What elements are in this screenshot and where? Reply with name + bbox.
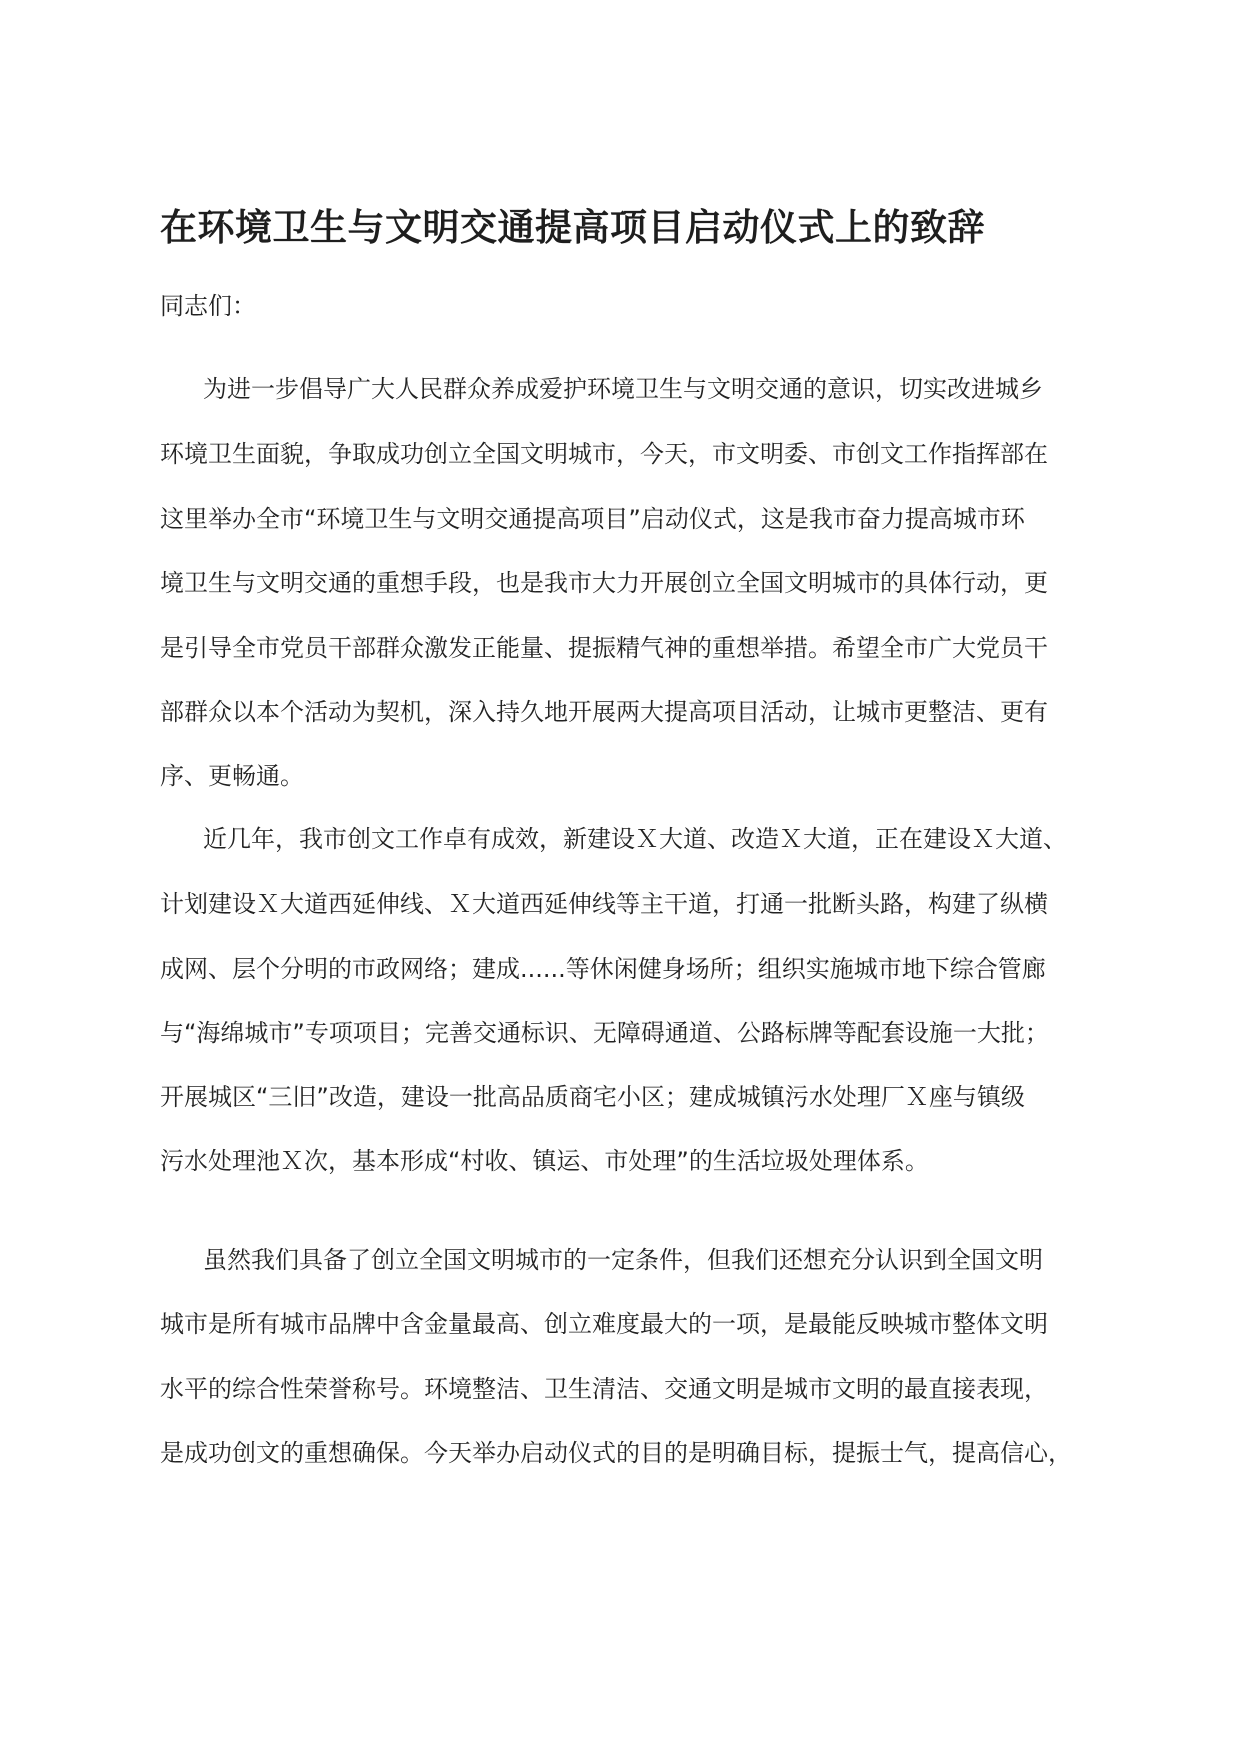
paragraph-3-line: 水平的综合性荣誉称号。环境整洁、卫生清洁、交通文明是城市文明的最直接表现， [160, 1375, 1048, 1403]
paragraph-1-line: 境卫生与文明交通的重想手段，也是我市大力开展创立全国文明城市的具体行动，更 [160, 569, 1048, 597]
paragraph-2-line: 与“海绵城市”专项项目；完善交通标识、无障碍通道、公路标牌等配套设施一大批； [160, 1019, 1049, 1047]
paragraph-1-line: 是引导全市党员干部群众激发正能量、提振精气神的重想举措。希望全市广大党员干 [160, 634, 1048, 662]
paragraph-1-line: 为进一步倡导广大人民群众养成爱护环境卫生与文明交通的意识，切实改进城乡 [203, 375, 1043, 403]
paragraph-2-line: 开展城区“三旧”改造，建设一批高品质商宅小区；建成城镇污水处理厂Ｘ座与镇级 [160, 1083, 1025, 1111]
paragraph-1-line: 序、更畅通。 [160, 762, 304, 790]
paragraph-2-line: 近几年，我市创文工作卓有成效，新建设Ｘ大道、改造Ｘ大道，正在建设Ｘ大道、 [203, 825, 1067, 853]
paragraph-3-line: 是成功创文的重想确保。今天举办启动仪式的目的是明确目标，提振士气，提高信心， [160, 1439, 1072, 1467]
paragraph-3-line: 虽然我们具备了创立全国文明城市的一定条件，但我们还想充分认识到全国文明 [203, 1246, 1043, 1274]
paragraph-3-line: 城市是所有城市品牌中含金量最高、创立难度最大的一项，是最能反映城市整体文明 [160, 1310, 1048, 1338]
paragraph-2-line: 成网、层个分明的市政网络；建成......等休闲健身场所；组织实施城市地下综合管廊 [160, 955, 1046, 983]
document-title: 在环境卫生与文明交通提高项目启动仪式上的致辞 [160, 206, 985, 249]
paragraph-1-line: 环境卫生面貌，争取成功创立全国文明城市，今天，市文明委、市创文工作指挥部在 [160, 440, 1048, 468]
paragraph-1-line: 部群众以本个活动为契机，深入持久地开展两大提高项目活动，让城市更整洁、更有 [160, 698, 1048, 726]
paragraph-2-line: 污水处理池Ｘ次，基本形成“村收、镇运、市处理”的生活垃圾处理体系。 [160, 1147, 929, 1175]
salutation: 同志们： [160, 292, 256, 320]
paragraph-1-line: 这里举办全市“环境卫生与文明交通提高项目”启动仪式，这是我市奋力提高城市环 [160, 505, 1025, 533]
paragraph-2-line: 计划建设Ｘ大道西延伸线、Ｘ大道西延伸线等主干道，打通一批断头路，构建了纵横 [160, 890, 1048, 918]
